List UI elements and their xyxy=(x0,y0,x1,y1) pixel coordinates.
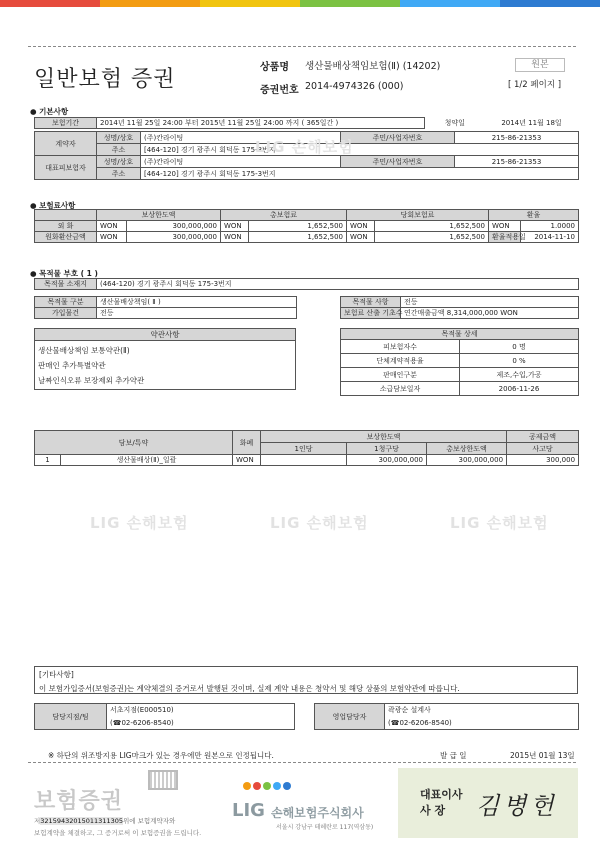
serial-suffix: 위에 보험계약자와 xyxy=(123,817,176,825)
footer-divider xyxy=(28,762,576,763)
spacer xyxy=(295,704,315,730)
paid-value: 1,652,500 xyxy=(375,232,489,243)
premium-section-title: ● 보험료사항 xyxy=(30,201,76,210)
addr-label: 주소 xyxy=(97,168,141,180)
notes-box xyxy=(34,666,578,694)
insured-id: 215-86-21353 xyxy=(455,156,579,168)
ceo-signature-box xyxy=(398,768,578,838)
header-divider xyxy=(28,46,576,47)
fx-rate: 1.0000 xyxy=(521,221,579,232)
paid-value: 1,652,500 xyxy=(375,221,489,232)
coverage-table xyxy=(34,430,579,466)
notes-title: [기타사항] xyxy=(39,670,74,679)
object-location-table xyxy=(34,278,579,290)
basis-label: 보험료 산출 기초수 xyxy=(341,308,401,319)
location-value: (464-120) 경기 광주시 회덕동 175-3번지 xyxy=(97,279,579,290)
premium-header-blank xyxy=(35,210,97,221)
detail-title: 목적물 상세 xyxy=(341,329,579,340)
basic-section-title: ● 기본사항 xyxy=(30,107,69,116)
page-title: 일반보험 증권 xyxy=(34,67,176,92)
fx-column-header: 환율 xyxy=(489,210,579,221)
serial-number: 32159432015011311305 xyxy=(40,817,123,825)
contractor-name: (주)칸라이팅 xyxy=(141,132,341,144)
coverage-name: 생산물배상(Ⅱ)_일괄 xyxy=(61,455,233,466)
insured-name: (주)칸라이팅 xyxy=(141,156,341,168)
limit-value: 300,000,000 xyxy=(127,232,221,243)
contract-date-label: 청약일 xyxy=(444,119,465,127)
detail-value: 제조,수입,가공 xyxy=(460,368,579,382)
detail-value: 0 명 xyxy=(460,340,579,354)
company-logo: LIG xyxy=(232,800,265,821)
currency-cell: WON xyxy=(347,232,375,243)
branch-name: 서초지점(E000510) xyxy=(107,704,295,717)
krw-row-label: 원화환산금액 xyxy=(35,232,97,243)
color-segment xyxy=(200,0,300,7)
detail-label: 피보험자수 xyxy=(341,340,460,354)
color-segment xyxy=(300,0,400,7)
lig-dots-icon xyxy=(242,781,292,791)
product-label: 상품명 xyxy=(260,62,289,73)
row-no: 1 xyxy=(35,455,61,466)
currency-col-header: 화폐 xyxy=(233,431,261,455)
security-mark-icon xyxy=(148,770,178,790)
footer-note: ※ 하단의 위조방지용 LIG마크가 있는 경우에만 원본으로 인정됩니다. xyxy=(48,751,274,760)
clauses-box xyxy=(34,328,296,390)
manager-label: 영업담당자 xyxy=(315,704,385,730)
id-label: 주민/사업자번호 xyxy=(341,156,455,168)
table-row xyxy=(35,455,579,466)
watermark: LIG 손해보험 xyxy=(270,514,369,532)
limit-value: 300,000,000 xyxy=(127,221,221,232)
notes-text: 이 보험가입증서(보험증권)는 계약체결의 증거로서 발행된 것이며, 실제 계약 내용은 청약서 및 해당 상품의 보험약관에 따릅니다. xyxy=(39,684,460,693)
agent-table xyxy=(34,703,579,730)
addr-label: 주소 xyxy=(97,144,141,156)
deduct-group-header: 공제금액 xyxy=(507,431,579,443)
contractor-label: 계약자 xyxy=(35,132,97,156)
per-person-header: 1인당 xyxy=(261,443,347,455)
total-limit-header: 총보상한도액 xyxy=(427,443,507,455)
spacer xyxy=(297,308,341,319)
class-value: 전등 xyxy=(97,308,297,319)
branch-label: 담당지점/팀 xyxy=(35,704,107,730)
detail-label: 소급담보일자 xyxy=(341,382,460,396)
color-segment xyxy=(100,0,200,7)
detail-label: 판매인구분 xyxy=(341,368,460,382)
limit-group-header: 보상한도액 xyxy=(261,431,507,443)
item-label: 목적물 사항 xyxy=(341,297,401,308)
top-color-bar xyxy=(0,0,600,7)
clause-item: 판매인 추가특별약관 xyxy=(38,361,106,370)
id-label: 주민/사업자번호 xyxy=(341,132,455,144)
foreign-row-label: 외 화 xyxy=(35,221,97,232)
watermark: LIG 손해보험 xyxy=(90,514,189,532)
ceo-title-2: 사 장 xyxy=(420,804,446,817)
serial-prefix: 저 xyxy=(34,817,41,825)
name-label: 성명/상호 xyxy=(97,132,141,144)
object-section-title: ● 목적물 부호 ( 1 ) xyxy=(30,269,98,278)
period-label: 보험기간 xyxy=(35,118,97,129)
company-name: 손해보험주식회사 xyxy=(271,806,364,820)
currency-cell: WON xyxy=(347,221,375,232)
policy-value: 2014-4974326 (000) xyxy=(305,81,404,92)
clause-item: 날짜인식오류 보장제외 추가약관 xyxy=(38,376,145,385)
per-accident-header: 1청구당 xyxy=(347,443,427,455)
paid-column-header: 당회보험료 xyxy=(347,210,489,221)
clauses-title: 약관사항 xyxy=(35,329,295,341)
object-info-table xyxy=(34,296,579,319)
currency-cell: WON xyxy=(221,221,249,232)
original-badge: 원본 xyxy=(515,58,565,72)
spacer xyxy=(297,297,341,308)
premium-column-header: 총보험료 xyxy=(221,210,347,221)
fx-date: 2014-11-10 xyxy=(521,232,579,243)
watermark: LIG 손해보험 xyxy=(255,138,354,156)
manager-name: 곽광순 설계사 xyxy=(385,704,579,717)
per-case-header: 사고당 xyxy=(507,443,579,455)
name-label: 성명/상호 xyxy=(97,156,141,168)
serial-line xyxy=(34,816,175,825)
item-value: 전등 xyxy=(401,297,579,308)
object-detail-table xyxy=(340,328,579,396)
manager-phone: (☎02-6206-8540) xyxy=(385,717,579,730)
premium-table xyxy=(34,209,579,243)
type-value: 생산물배상책임( Ⅱ ) xyxy=(97,297,297,308)
issue-date-label: 발 급 일 xyxy=(440,751,467,760)
ceo-title: 대표이사 xyxy=(420,788,463,801)
page-info: [ 1/2 페이지 ] xyxy=(508,80,562,90)
detail-value: 2006-11-26 xyxy=(460,382,579,396)
issue-small-text: 보험계약을 체결하고, 그 증거로써 이 보험증권을 드립니다. xyxy=(34,829,202,837)
class-label: 가입물건 xyxy=(35,308,97,319)
watermark: LIG 손해보험 xyxy=(450,514,549,532)
currency-cell: WON xyxy=(221,232,249,243)
color-segment xyxy=(400,0,500,7)
period-value: 2014년 11월 25일 24:00 부터 2015년 11월 25일 24:00 까지 ( 365일간 ) xyxy=(97,118,425,129)
detail-value: 0 % xyxy=(460,354,579,368)
policy-label: 증권번호 xyxy=(260,85,299,96)
branch-phone: (☎02-6206-8540) xyxy=(107,717,295,730)
coverage-currency: WON xyxy=(233,455,261,466)
color-segment xyxy=(500,0,600,7)
basic-info-table xyxy=(34,117,579,129)
per-accident-value: 300,000,000 xyxy=(347,455,427,466)
fx-date-label: 환율적용일 xyxy=(489,232,521,243)
location-label: 목적물 소재지 xyxy=(35,279,97,290)
insured-label: 대표피보험자 xyxy=(35,156,97,180)
basis-value: 연간매출금액 8,314,000,000 WON xyxy=(401,308,579,319)
type-label: 목적물 구분 xyxy=(35,297,97,308)
currency-cell: WON xyxy=(489,221,521,232)
currency-cell: WON xyxy=(97,232,127,243)
company-address: 서울시 강남구 테헤란로 117(역삼동) xyxy=(276,824,374,831)
product-value: 생산물배상책임보험(Ⅱ) (14202) xyxy=(305,61,441,72)
clause-item: 생산물배상책임 보통약관(Ⅱ) xyxy=(38,346,130,355)
stamp-text: 보험증권 xyxy=(34,789,124,814)
insured-address: [464-120] 경기 광주시 회덕동 175-3번지 xyxy=(141,168,579,180)
currency-cell: WON xyxy=(97,221,127,232)
detail-label: 단체계약적용율 xyxy=(341,354,460,368)
coverage-col-header: 담보/특약 xyxy=(35,431,233,455)
color-segment xyxy=(0,0,100,7)
premium-value: 1,652,500 xyxy=(249,221,347,232)
deduct-value: 300,000 xyxy=(507,455,579,466)
contractor-address: [464-120] 경기 광주시 회덕동 175-3번지 xyxy=(141,144,579,156)
limit-column-header: 보상한도액 xyxy=(97,210,221,221)
contractor-id: 215-86-21353 xyxy=(455,132,579,144)
signature: 김병헌 xyxy=(476,792,558,820)
per-person-value xyxy=(261,455,347,466)
premium-value: 1,652,500 xyxy=(249,232,347,243)
issue-date: 2015년 01월 13일 xyxy=(510,751,575,760)
total-limit-value: 300,000,000 xyxy=(427,455,507,466)
contract-date-value: 2014년 11월 18일 xyxy=(501,119,562,127)
